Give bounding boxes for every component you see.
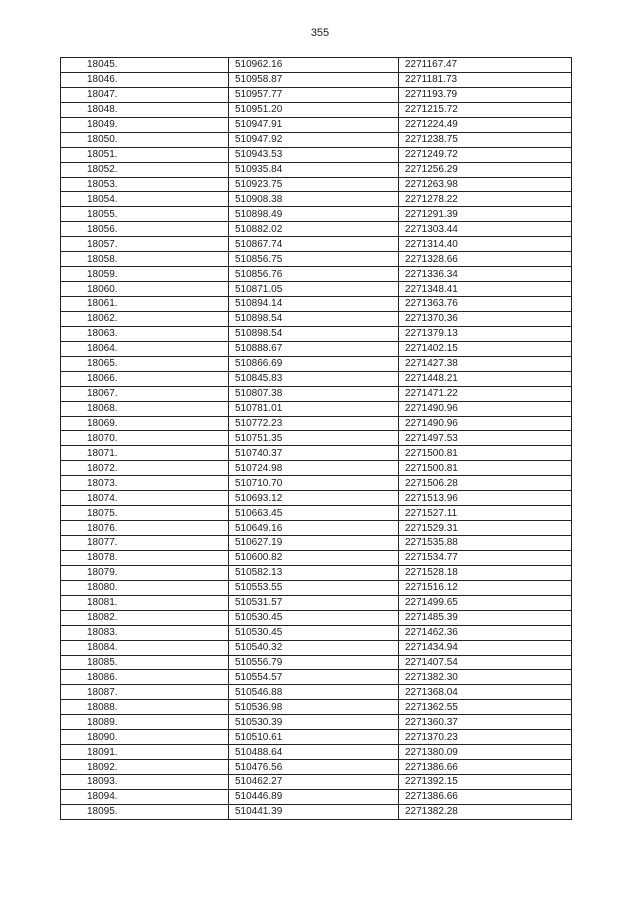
y-coordinate-cell: 2271360.37 bbox=[399, 715, 572, 730]
table-row bbox=[61, 252, 572, 267]
y-coordinate-cell: 2271485.39 bbox=[399, 610, 572, 625]
table-row bbox=[61, 745, 572, 760]
point-number-cell: 18089. bbox=[61, 715, 229, 730]
coordinates-table bbox=[60, 57, 572, 820]
table-row bbox=[61, 670, 572, 685]
y-coordinate-cell: 2271500.81 bbox=[399, 446, 572, 461]
table-row bbox=[61, 775, 572, 790]
y-coordinate-cell: 2271386.66 bbox=[399, 789, 572, 804]
x-coordinate-cell: 510740.37 bbox=[229, 446, 399, 461]
table-row bbox=[61, 521, 572, 536]
table-row bbox=[61, 506, 572, 521]
x-coordinate-cell: 510898.49 bbox=[229, 207, 399, 222]
x-coordinate-cell: 510943.53 bbox=[229, 147, 399, 162]
y-coordinate-cell: 2271534.77 bbox=[399, 550, 572, 565]
table-row bbox=[61, 610, 572, 625]
x-coordinate-cell: 510772.23 bbox=[229, 416, 399, 431]
y-coordinate-cell: 2271462.36 bbox=[399, 625, 572, 640]
x-coordinate-cell: 510556.79 bbox=[229, 655, 399, 670]
point-number-cell: 18086. bbox=[61, 670, 229, 685]
point-number-cell: 18071. bbox=[61, 446, 229, 461]
point-number-cell: 18075. bbox=[61, 506, 229, 521]
point-number-cell: 18046. bbox=[61, 72, 229, 87]
x-coordinate-cell: 510627.19 bbox=[229, 536, 399, 551]
table-row bbox=[61, 162, 572, 177]
y-coordinate-cell: 2271427.38 bbox=[399, 356, 572, 371]
y-coordinate-cell: 2271499.65 bbox=[399, 595, 572, 610]
table-row bbox=[61, 222, 572, 237]
y-coordinate-cell: 2271263.98 bbox=[399, 177, 572, 192]
y-coordinate-cell: 2271370.36 bbox=[399, 311, 572, 326]
y-coordinate-cell: 2271535.88 bbox=[399, 536, 572, 551]
point-number-cell: 18055. bbox=[61, 207, 229, 222]
table-row bbox=[61, 177, 572, 192]
y-coordinate-cell: 2271215.72 bbox=[399, 102, 572, 117]
table-row bbox=[61, 72, 572, 87]
y-coordinate-cell: 2271506.28 bbox=[399, 476, 572, 491]
point-number-cell: 18080. bbox=[61, 580, 229, 595]
y-coordinate-cell: 2271368.04 bbox=[399, 685, 572, 700]
table-row bbox=[61, 147, 572, 162]
y-coordinate-cell: 2271224.49 bbox=[399, 117, 572, 132]
coordinates-table-body bbox=[61, 58, 572, 820]
table-row bbox=[61, 625, 572, 640]
x-coordinate-cell: 510462.27 bbox=[229, 775, 399, 790]
point-number-cell: 18081. bbox=[61, 595, 229, 610]
point-number-cell: 18054. bbox=[61, 192, 229, 207]
point-number-cell: 18066. bbox=[61, 371, 229, 386]
y-coordinate-cell: 2271529.31 bbox=[399, 521, 572, 536]
x-coordinate-cell: 510531.57 bbox=[229, 595, 399, 610]
x-coordinate-cell: 510536.98 bbox=[229, 700, 399, 715]
x-coordinate-cell: 510446.89 bbox=[229, 789, 399, 804]
point-number-cell: 18077. bbox=[61, 536, 229, 551]
x-coordinate-cell: 510582.13 bbox=[229, 565, 399, 580]
point-number-cell: 18056. bbox=[61, 222, 229, 237]
table-row bbox=[61, 715, 572, 730]
x-coordinate-cell: 510866.69 bbox=[229, 356, 399, 371]
table-row bbox=[61, 117, 572, 132]
table-row bbox=[61, 700, 572, 715]
x-coordinate-cell: 510553.55 bbox=[229, 580, 399, 595]
table-row bbox=[61, 760, 572, 775]
table-row bbox=[61, 371, 572, 386]
table-row bbox=[61, 416, 572, 431]
y-coordinate-cell: 2271291.39 bbox=[399, 207, 572, 222]
x-coordinate-cell: 510894.14 bbox=[229, 297, 399, 312]
y-coordinate-cell: 2271380.09 bbox=[399, 745, 572, 760]
table-row bbox=[61, 132, 572, 147]
x-coordinate-cell: 510530.45 bbox=[229, 625, 399, 640]
table-row bbox=[61, 282, 572, 297]
point-number-cell: 18065. bbox=[61, 356, 229, 371]
y-coordinate-cell: 2271382.30 bbox=[399, 670, 572, 685]
y-coordinate-cell: 2271249.72 bbox=[399, 147, 572, 162]
x-coordinate-cell: 510957.77 bbox=[229, 87, 399, 102]
x-coordinate-cell: 510663.45 bbox=[229, 506, 399, 521]
x-coordinate-cell: 510951.20 bbox=[229, 102, 399, 117]
point-number-cell: 18088. bbox=[61, 700, 229, 715]
y-coordinate-cell: 2271407.54 bbox=[399, 655, 572, 670]
x-coordinate-cell: 510856.75 bbox=[229, 252, 399, 267]
x-coordinate-cell: 510856.76 bbox=[229, 267, 399, 282]
x-coordinate-cell: 510600.82 bbox=[229, 550, 399, 565]
x-coordinate-cell: 510693.12 bbox=[229, 491, 399, 506]
y-coordinate-cell: 2271471.22 bbox=[399, 386, 572, 401]
y-coordinate-cell: 2271490.96 bbox=[399, 401, 572, 416]
point-number-cell: 18078. bbox=[61, 550, 229, 565]
x-coordinate-cell: 510871.05 bbox=[229, 282, 399, 297]
x-coordinate-cell: 510898.54 bbox=[229, 326, 399, 341]
point-number-cell: 18095. bbox=[61, 804, 229, 819]
y-coordinate-cell: 2271402.15 bbox=[399, 341, 572, 356]
point-number-cell: 18068. bbox=[61, 401, 229, 416]
y-coordinate-cell: 2271527.11 bbox=[399, 506, 572, 521]
table-row bbox=[61, 207, 572, 222]
point-number-cell: 18085. bbox=[61, 655, 229, 670]
table-row bbox=[61, 102, 572, 117]
table-row bbox=[61, 536, 572, 551]
y-coordinate-cell: 2271497.53 bbox=[399, 431, 572, 446]
point-number-cell: 18070. bbox=[61, 431, 229, 446]
point-number-cell: 18094. bbox=[61, 789, 229, 804]
point-number-cell: 18045. bbox=[61, 58, 229, 73]
table-row bbox=[61, 580, 572, 595]
y-coordinate-cell: 2271513.96 bbox=[399, 491, 572, 506]
table-row bbox=[61, 237, 572, 252]
y-coordinate-cell: 2271278.22 bbox=[399, 192, 572, 207]
table-row bbox=[61, 730, 572, 745]
point-number-cell: 18063. bbox=[61, 326, 229, 341]
point-number-cell: 18064. bbox=[61, 341, 229, 356]
x-coordinate-cell: 510441.39 bbox=[229, 804, 399, 819]
x-coordinate-cell: 510510.61 bbox=[229, 730, 399, 745]
x-coordinate-cell: 510649.16 bbox=[229, 521, 399, 536]
x-coordinate-cell: 510888.67 bbox=[229, 341, 399, 356]
y-coordinate-cell: 2271328.66 bbox=[399, 252, 572, 267]
x-coordinate-cell: 510947.91 bbox=[229, 117, 399, 132]
x-coordinate-cell: 510962.16 bbox=[229, 58, 399, 73]
point-number-cell: 18053. bbox=[61, 177, 229, 192]
table-row bbox=[61, 386, 572, 401]
point-number-cell: 18073. bbox=[61, 476, 229, 491]
point-number-cell: 18049. bbox=[61, 117, 229, 132]
x-coordinate-cell: 510710.70 bbox=[229, 476, 399, 491]
x-coordinate-cell: 510488.64 bbox=[229, 745, 399, 760]
point-number-cell: 18074. bbox=[61, 491, 229, 506]
point-number-cell: 18048. bbox=[61, 102, 229, 117]
point-number-cell: 18072. bbox=[61, 461, 229, 476]
table-row bbox=[61, 789, 572, 804]
table-row bbox=[61, 595, 572, 610]
y-coordinate-cell: 2271314.40 bbox=[399, 237, 572, 252]
x-coordinate-cell: 510530.39 bbox=[229, 715, 399, 730]
y-coordinate-cell: 2271379.13 bbox=[399, 326, 572, 341]
point-number-cell: 18057. bbox=[61, 237, 229, 252]
y-coordinate-cell: 2271348.41 bbox=[399, 282, 572, 297]
point-number-cell: 18058. bbox=[61, 252, 229, 267]
x-coordinate-cell: 510724.98 bbox=[229, 461, 399, 476]
point-number-cell: 18061. bbox=[61, 297, 229, 312]
x-coordinate-cell: 510530.45 bbox=[229, 610, 399, 625]
y-coordinate-cell: 2271362.55 bbox=[399, 700, 572, 715]
x-coordinate-cell: 510908.38 bbox=[229, 192, 399, 207]
point-number-cell: 18093. bbox=[61, 775, 229, 790]
table-row bbox=[61, 297, 572, 312]
y-coordinate-cell: 2271392.15 bbox=[399, 775, 572, 790]
table-row bbox=[61, 87, 572, 102]
y-coordinate-cell: 2271490.96 bbox=[399, 416, 572, 431]
y-coordinate-cell: 2271167.47 bbox=[399, 58, 572, 73]
point-number-cell: 18059. bbox=[61, 267, 229, 282]
x-coordinate-cell: 510923.75 bbox=[229, 177, 399, 192]
table-row bbox=[61, 192, 572, 207]
x-coordinate-cell: 510882.02 bbox=[229, 222, 399, 237]
point-number-cell: 18050. bbox=[61, 132, 229, 147]
x-coordinate-cell: 510554.57 bbox=[229, 670, 399, 685]
table-row bbox=[61, 58, 572, 73]
point-number-cell: 18052. bbox=[61, 162, 229, 177]
y-coordinate-cell: 2271193.79 bbox=[399, 87, 572, 102]
point-number-cell: 18079. bbox=[61, 565, 229, 580]
x-coordinate-cell: 510958.87 bbox=[229, 72, 399, 87]
table-row bbox=[61, 311, 572, 326]
x-coordinate-cell: 510845.83 bbox=[229, 371, 399, 386]
table-row bbox=[61, 431, 572, 446]
x-coordinate-cell: 510807.38 bbox=[229, 386, 399, 401]
y-coordinate-cell: 2271370.23 bbox=[399, 730, 572, 745]
table-row bbox=[61, 550, 572, 565]
point-number-cell: 18051. bbox=[61, 147, 229, 162]
point-number-cell: 18082. bbox=[61, 610, 229, 625]
table-row bbox=[61, 491, 572, 506]
table-row bbox=[61, 476, 572, 491]
table-row bbox=[61, 655, 572, 670]
y-coordinate-cell: 2271238.75 bbox=[399, 132, 572, 147]
x-coordinate-cell: 510781.01 bbox=[229, 401, 399, 416]
point-number-cell: 18083. bbox=[61, 625, 229, 640]
x-coordinate-cell: 510540.32 bbox=[229, 640, 399, 655]
point-number-cell: 18047. bbox=[61, 87, 229, 102]
table-row bbox=[61, 446, 572, 461]
point-number-cell: 18062. bbox=[61, 311, 229, 326]
y-coordinate-cell: 2271434.94 bbox=[399, 640, 572, 655]
x-coordinate-cell: 510751.35 bbox=[229, 431, 399, 446]
x-coordinate-cell: 510898.54 bbox=[229, 311, 399, 326]
table-row bbox=[61, 401, 572, 416]
x-coordinate-cell: 510867.74 bbox=[229, 237, 399, 252]
table-row bbox=[61, 804, 572, 819]
y-coordinate-cell: 2271386.66 bbox=[399, 760, 572, 775]
y-coordinate-cell: 2271500.81 bbox=[399, 461, 572, 476]
point-number-cell: 18091. bbox=[61, 745, 229, 760]
x-coordinate-cell: 510476.56 bbox=[229, 760, 399, 775]
point-number-cell: 18084. bbox=[61, 640, 229, 655]
y-coordinate-cell: 2271382.28 bbox=[399, 804, 572, 819]
y-coordinate-cell: 2271181.73 bbox=[399, 72, 572, 87]
page-number: 355 bbox=[310, 27, 330, 39]
y-coordinate-cell: 2271528.18 bbox=[399, 565, 572, 580]
table-row bbox=[61, 326, 572, 341]
table-row bbox=[61, 461, 572, 476]
y-coordinate-cell: 2271516.12 bbox=[399, 580, 572, 595]
y-coordinate-cell: 2271448.21 bbox=[399, 371, 572, 386]
x-coordinate-cell: 510935.84 bbox=[229, 162, 399, 177]
table-row bbox=[61, 341, 572, 356]
y-coordinate-cell: 2271303.44 bbox=[399, 222, 572, 237]
y-coordinate-cell: 2271363.76 bbox=[399, 297, 572, 312]
point-number-cell: 18090. bbox=[61, 730, 229, 745]
x-coordinate-cell: 510947.92 bbox=[229, 132, 399, 147]
point-number-cell: 18076. bbox=[61, 521, 229, 536]
y-coordinate-cell: 2271256.29 bbox=[399, 162, 572, 177]
point-number-cell: 18092. bbox=[61, 760, 229, 775]
point-number-cell: 18087. bbox=[61, 685, 229, 700]
x-coordinate-cell: 510546.88 bbox=[229, 685, 399, 700]
y-coordinate-cell: 2271336.34 bbox=[399, 267, 572, 282]
table-row bbox=[61, 640, 572, 655]
table-row bbox=[61, 685, 572, 700]
table-row bbox=[61, 356, 572, 371]
point-number-cell: 18069. bbox=[61, 416, 229, 431]
point-number-cell: 18067. bbox=[61, 386, 229, 401]
table-row bbox=[61, 267, 572, 282]
table-row bbox=[61, 565, 572, 580]
point-number-cell: 18060. bbox=[61, 282, 229, 297]
